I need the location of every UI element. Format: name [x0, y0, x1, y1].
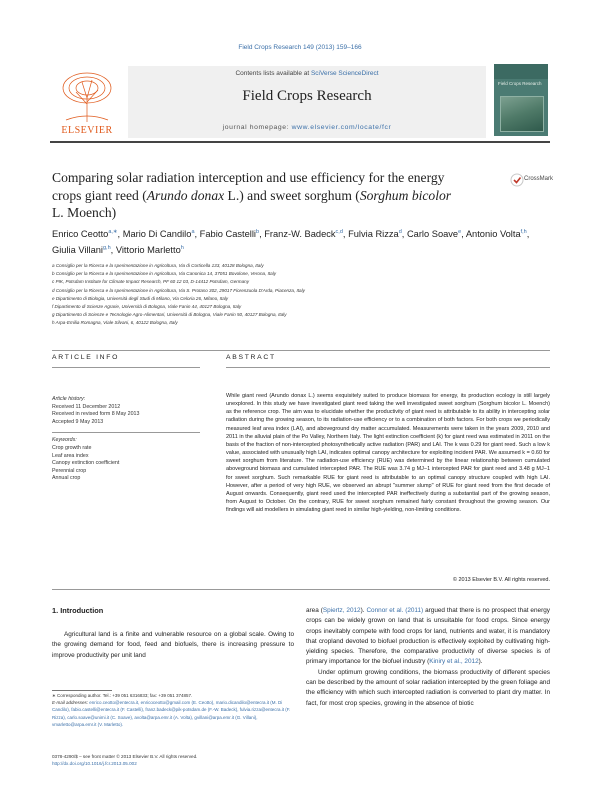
- author-name[interactable]: Carlo Soave: [406, 229, 459, 240]
- author-affiliation-mark[interactable]: a,∗: [108, 229, 118, 235]
- text-run: argued that there is no prospect that energy crops can be widely grown on land that is unsuitable for food crops. Since energy crops inevitably compete with food crops for land, nutrients and water, it is mandatory that cropland devoted to biofuel production is effectively exploited by cultivating high-yielding species. Therefore, the comparative productivity of diverse species is of primary importance for the biofuel industry (: [306, 607, 550, 666]
- doi-link[interactable]: http://dx.doi.org/10.1016/j.fcr.2013.05.002: [52, 761, 137, 766]
- intro-column-2: [306, 606, 550, 709]
- author-affiliation-mark[interactable]: b: [256, 229, 260, 235]
- author-affiliation-mark[interactable]: f,h: [520, 229, 527, 235]
- issn-line: 0378-4290/$ – see front matter © 2013 Elsevier B.V. All rights reserved.: [52, 754, 198, 759]
- article-info: [52, 396, 200, 483]
- cover-image: [500, 96, 544, 132]
- email-label: E-mail addresses:: [52, 700, 90, 706]
- abstract-text: While giant reed (Arundo donax L.) seems exquisitely suited to produce biomass for energy, its production ecology is still largely unexplored. In this study we have investigated giant reed taking the well investigated sweet sorghum (Sorghum bicolor L. Moench) as the reference crop. The aim was to elucidate whether the productivity of giant reed is attributable to its ability in intercepting solar radiation during the growing season, to its radiation-use efficiency or to a combination of both factors. For both crops we periodically measured leaf area index (LAI), and aboveground dry matter accumulated. Measurements were taken in the years 2009, 2010 and 2011 in the alluvial plain of the Po Valley, Northern Italy. The light extinction coefficient (k) for giant reed was estimated in 2011 on the basis of the fraction of non-intercepted photosynthetically active radiation (PAR) and LAI. The k was 0.29 for giant reed. Such a low k value, associated with unusually high LAI, indicates optimal canopy architecture for exploiting incident PAR. We assumed k = 0.60 for sweet sorghum from literature. The radiation-use efficiency (RUE) was determined by the linear relationship between cumulated aboveground biomass and cumulated intercepted PAR. The RUE was 3.74 g MJ−1 intercepted PAR for giant reed and 3.48 g MJ−1 for sweet sorghum. Such remarkable RUE for giant reed is attributable to an optimal canopy structure coupled with high LAI. However, after a period of very high RUE, we observed an abrupt "summer slump" of RUE for giant reed from the first decade of August onwards. Consequently, giant reed used the intercepted PAR ineffectively during a substantial part of the growing season, from August to October. On the contrary, RUE for sweet sorghum remained fairly constant throughout the growing season. Our findings will aid modellers in simulating giant reed in similar high-yielding, non-limiting conditions.: [226, 393, 550, 514]
- abstract-heading: ABSTRACT: [226, 354, 276, 361]
- author-affiliation-mark[interactable]: a: [191, 229, 195, 235]
- intro-paragraph: Agricultural land is a finite and vulnerable resource on a global scale. Owing to the growing demand for food, feed and biofuels, there is increasing pressure to improve productivity per unit land: [52, 631, 294, 659]
- author-affiliation-mark[interactable]: c,d: [335, 229, 343, 235]
- issn-block: [52, 753, 352, 767]
- affiliation-item: h Arpa-Emilia Romagna, Viale Silvani, 6, 40122 Bologna, Italy: [52, 320, 178, 326]
- sciencedirect-link[interactable]: SciVerse ScienceDirect: [310, 70, 379, 77]
- journal-title: Field Crops Research: [242, 88, 372, 104]
- affiliation-item: g Dipartimento di Scienze e Tecnologie Agro-Alimentari, Università di Bologna, Viale Fanin 50, 40127 Bologna, Italy: [52, 312, 287, 318]
- author-affiliation-mark[interactable]: d: [398, 229, 402, 235]
- author-affiliation-mark[interactable]: h: [180, 245, 184, 252]
- section-divider: [52, 350, 550, 351]
- keywords-divider: [52, 432, 200, 433]
- journal-homepage: [128, 124, 486, 131]
- author-name[interactable]: Mario Di Candilo: [122, 229, 192, 240]
- keywords-label: Keywords:: [52, 437, 77, 444]
- affiliation-item: e Dipartimento di Biologia, Università degli Studi di Milano, Via Celoria 26, Milano, Italy: [52, 295, 229, 301]
- title-part: Comparing solar radiation interception and use efficiency for the energy crops giant reed (: [52, 170, 445, 203]
- author-list: Enrico Ceotto$^{a,∗}$, Mario Di Candilo$^a$, Fabio Castelli$^b$, Franz-W. Badeck$^{c,d}$, Fulvia Rizza$^d$, Carlo Soave$^e$, Antonio Volta$^{f,h}$, Giulia Villani$^{g,h}$, Vittorio Marletto$^h$: [52, 229, 530, 256]
- keyword-item: Annual crop: [52, 475, 81, 482]
- title-part: L.) and sweet sorghum (: [224, 187, 360, 203]
- text-run: area (: [306, 607, 323, 614]
- info-divider: [52, 367, 200, 368]
- author-name[interactable]: Enrico Ceotto: [52, 229, 109, 240]
- author-name[interactable]: Giulia Villani: [52, 245, 103, 256]
- history-item: Received in revised form 8 May 2013: [52, 411, 140, 418]
- citation-link[interactable]: Spiertz, 2012: [322, 607, 361, 614]
- history-list: [52, 404, 200, 427]
- footnote-divider: [52, 690, 112, 691]
- author-affiliation-mark[interactable]: g,h: [103, 245, 111, 252]
- header-divider: [50, 141, 550, 143]
- keyword-item: Canopy extinction coefficient: [52, 460, 120, 467]
- text-run: ).: [360, 607, 367, 614]
- affiliations: [52, 262, 552, 328]
- citation-link[interactable]: Kiniry et al., 2012: [429, 658, 479, 666]
- article-info-heading: ARTICLE INFO: [52, 354, 120, 361]
- col2-paragraph-1: [306, 606, 550, 668]
- contents-line: [128, 70, 486, 77]
- tree-logo-icon: [52, 68, 122, 124]
- footnotes: [52, 692, 294, 728]
- author-name[interactable]: Fabio Castelli: [199, 229, 256, 240]
- abstract-divider: [226, 367, 550, 368]
- author-affiliation-mark[interactable]: e: [458, 229, 462, 235]
- author-name[interactable]: Antonio Volta: [465, 229, 521, 240]
- affiliation-item: c PIK, Potsdam Institute for Climate Impact Research, PF 60 12 03, D-14412 Potsdam, Germany: [52, 279, 250, 285]
- elsevier-logo: [52, 68, 122, 136]
- text-run: ).: [478, 658, 483, 666]
- corresponding-author: ∗ Corresponding author. Tel.: +39 051 6316833; fax: +39 051 374857.: [52, 693, 193, 698]
- history-item: Accepted 9 May 2013: [52, 418, 104, 425]
- homepage-link[interactable]: www.elsevier.com/locate/fcr: [291, 124, 392, 131]
- email-list[interactable]: enrico.ceotto@entecra.it, enricoceotto@gmail.com (E. Ceotto), mario.dicandilo@entecra.it (M. Di Candilo), fabio.castelli@entecra.it (F. Castelli), franz.badeck@pik-potsdam.de (F.-W. Badeck), fulvia.rizza@entecra.it (F. Rizza), carlo.soave@unimi.it (C. Soave), avolta@arpa.emr.it (A. Volta), gvillani@arpa.emr.it (G. Villani), vmarletto@arpa.emr.it (V. Marletto).: [52, 700, 291, 727]
- affiliation-item: b Consiglio per la Ricerca e la sperimentazione in Agricoltura, Via Canonica 14, 37051 Bovolone, Verona, Italy: [52, 271, 277, 277]
- introduction-heading: 1. Introduction: [52, 606, 104, 615]
- keyword-item: Perennial crop: [52, 467, 87, 474]
- affiliation-item: a Consiglio per la Ricerca e la sperimentazione in Agricoltura, Via di Corticella 133, 40128 Bologna, Italy: [52, 263, 264, 268]
- affiliation-item: f Dipartimento di Scienze Agrarie, Università di Bologna, Viale Fanin 44, 40127 Bologna, Italy: [52, 304, 242, 310]
- affiliation-item: d Consiglio per la Ricerca e la sperimentazione in Agricoltura, Via S. Protaso 302, 29017 Fiorenzuola D'Arda, Piacenza, Italy: [52, 287, 305, 293]
- article-title: [52, 169, 452, 222]
- author-name[interactable]: Vittorio Marletto: [115, 245, 181, 256]
- keyword-list: [52, 445, 200, 483]
- keyword-item: Crop growth rate: [52, 444, 92, 451]
- homepage-prefix: journal homepage:: [222, 124, 292, 131]
- title-italic: Sorghum bicolor: [359, 187, 452, 203]
- title-italic: Arundo donax: [146, 187, 225, 203]
- cover-title: Field Crops Research: [498, 81, 542, 86]
- citation-link[interactable]: Connor et al. (2011): [366, 607, 424, 614]
- history-item: Received 11 December 2012: [52, 403, 121, 410]
- cover-band: [494, 64, 548, 79]
- crossmark-label: CrossMark: [524, 176, 554, 182]
- publisher-wordmark: ELSEVIER: [61, 125, 113, 136]
- abstract-bottom-divider: [52, 589, 550, 590]
- history-label: Article history:: [52, 396, 86, 402]
- copyright: © 2013 Elsevier B.V. All rights reserved.: [452, 577, 550, 583]
- title-part: L. Moench): [52, 205, 117, 220]
- journal-cover: [494, 64, 548, 136]
- contents-prefix: Contents lists available at: [235, 70, 311, 77]
- author-name[interactable]: Franz-W. Badeck: [264, 229, 336, 240]
- col2-paragraph-2: Under optimum growing conditions, the biomass productivity of different species can be described by the amount of solar radiation intercepted by the green foliage and the efficiency with which such intercepted radiation is converted to plant dry matter. In fact, for most crop species, growing in the absence of biotic: [306, 668, 550, 707]
- crossmark-icon: [510, 173, 524, 189]
- author-name[interactable]: Fulvia Rizza: [348, 229, 399, 240]
- email-addresses: [52, 699, 294, 728]
- crossmark-badge[interactable]: [510, 171, 554, 193]
- keyword-item: Leaf area index: [52, 452, 89, 459]
- journal-reference[interactable]: Field Crops Research 149 (2013) 159–166: [238, 44, 362, 51]
